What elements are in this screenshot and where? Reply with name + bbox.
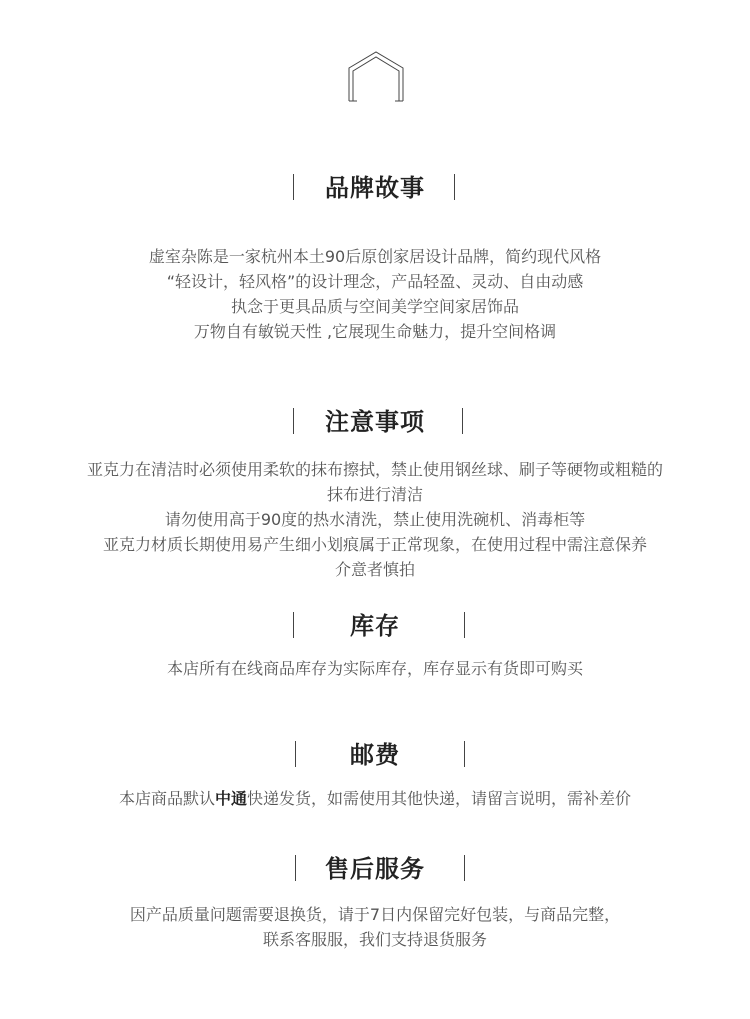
divider-right <box>464 855 465 881</box>
text-line: 亚克力在清洁时必须使用柔软的抹布擦拭，禁止使用钢丝球、刷子等硬物或粗糙的 <box>86 460 663 479</box>
text-line: 请勿使用高于90度的热水清洗，禁止使用洗碗机、消毒柜等 <box>164 510 586 529</box>
house-logo-icon <box>347 50 405 102</box>
section-title-brand: 品牌故事 <box>325 174 425 202</box>
notice-text <box>0 457 750 582</box>
text-line: 万物自有敏锐天性 ,它展现生命魅力，提升空间格调 <box>193 322 557 341</box>
divider-right <box>454 174 455 200</box>
section-title-aftersale: 售后服务 <box>325 855 425 883</box>
text-line <box>0 786 750 811</box>
divider-right <box>462 408 463 434</box>
text-line: 抹布进行清洁 <box>326 485 423 504</box>
text-line: 因产品质量问题需要退换货，请于7日内保留完好包装，与商品完整， <box>129 905 621 924</box>
shipping-text <box>0 786 750 811</box>
text-line: 执念于更具品质与空间美学空间家居饰品 <box>230 297 519 316</box>
text-line: 虚室杂陈是一家杭州本土90后原创家居设计品牌，简约现代风格 <box>148 247 602 266</box>
section-title-shipping: 邮费 <box>350 741 400 769</box>
text-line: 亚克力材质长期使用易产生细小划痕属于正常现象，在使用过程中需注意保养 <box>102 535 647 554</box>
stock-text <box>0 656 750 681</box>
divider-right <box>464 612 465 638</box>
text-line: 联系客服服，我们支持退货服务 <box>262 930 487 949</box>
text-line: 本店所有在线商品库存为实际库存，库存显示有货即可购买 <box>166 659 583 678</box>
text-line: 介意者慎拍 <box>334 560 415 579</box>
section-title-stock: 库存 <box>350 612 400 640</box>
section-title-notice: 注意事项 <box>325 408 425 436</box>
aftersale-text <box>0 902 750 952</box>
brand-story-text <box>0 244 750 344</box>
divider-right <box>464 741 465 767</box>
courier-name: 中通 <box>214 789 247 808</box>
shipping-text-before: 本店商品默认 <box>118 789 215 808</box>
text-line: “轻设计，轻风格”的设计理念，产品轻盈、灵动、自由动感 <box>166 272 584 291</box>
shipping-text-after: 快递发货，如需使用其他快递，请留言说明，需补差价 <box>247 789 632 808</box>
